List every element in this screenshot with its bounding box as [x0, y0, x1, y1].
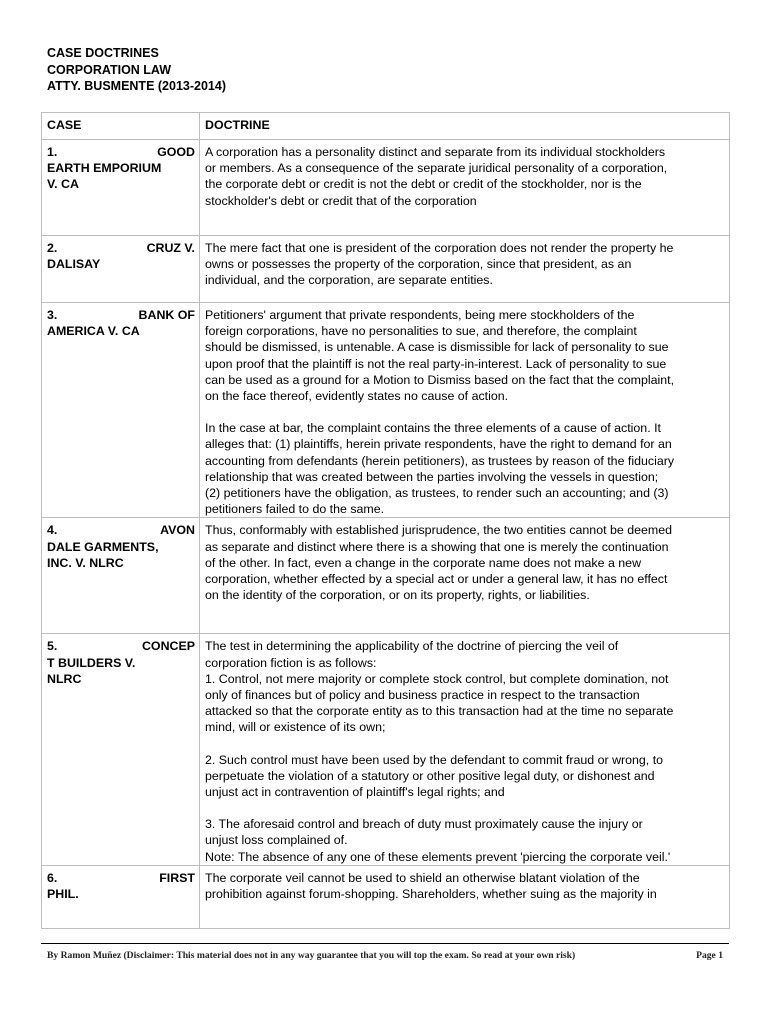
case-title-first: AVON: [160, 523, 195, 538]
doctrine-paragraph: 3. The aforesaid control and breach of duty must proximately cause the injury or unjust loss complained of. Note: The absence of any one of these elements prevent 'piercing the corporate veil.': [205, 817, 671, 864]
case-title-rest: DALISAY: [47, 257, 101, 272]
page-number: Page 1: [696, 950, 723, 961]
doctrine-paragraph: The corporate veil cannot be used to shield an otherwise blatant violation of the prohibition against forum-shopping. Shareholders, whether suing as the majority in: [205, 870, 657, 902]
doctrine-cell: [200, 634, 730, 865]
case-number: 5.: [47, 639, 58, 654]
case-title-line: [47, 870, 195, 886]
case-title-rest: EARTH EMPORIUM V. CA: [47, 161, 162, 192]
doc-author: ATTY. BUSMENTE (2013-2014): [47, 79, 226, 93]
footer-disclaimer: By Ramon Muñez (Disclaimer: This material does not in any way guarantee that you will top the exam. So read at your own risk): [47, 950, 576, 961]
doctrine-paragraph: Thus, conformably with established jurisprudence, the two entities cannot be deemed as separate and distinct where there is a showing that one is merely the continuation of the other. In fact, even a change in the corporate name does not make a new corporation, whether effected by a special act or under a general law, it has no effect on the identity of the corporation, or on its property, rights, or liabilities.: [205, 523, 672, 603]
case-title-line: [47, 240, 195, 256]
case-title-line: [47, 522, 195, 538]
case-title-first: GOOD: [157, 145, 195, 159]
table-row: [42, 303, 730, 518]
case-title-rest: PHIL.: [47, 887, 79, 902]
doc-subject: CORPORATION LAW: [47, 62, 172, 77]
table-row: [42, 518, 730, 634]
table-row: [42, 634, 730, 865]
case-name-cell: [42, 140, 200, 236]
column-header-doctrine: DOCTRINE: [200, 113, 730, 140]
case-name-cell: [42, 236, 200, 303]
case-title-first: CRUZ V.: [146, 241, 195, 255]
case-title-rest: AMERICA V. CA: [47, 324, 140, 339]
doctrines-table: [41, 112, 730, 929]
case-number: 3.: [47, 308, 58, 322]
case-number: 6.: [47, 870, 58, 885]
doctrine-cell: [200, 140, 730, 236]
column-header-case: CASE: [42, 113, 200, 140]
case-title-first: BANK OF: [138, 308, 195, 322]
doctrine-paragraph: Petitioners' argument that private respondents, being mere stockholders of the foreign corporations, have no personalities to sue, and therefore, the complaint should be dismissed, is untenable. A case is dismissible for lack of personality to sue upon proof that the plaintiff is not the real party-in-interest. Lack of personality to sue can be used as a ground for a Motion to Dismiss based on the fact that the complaint, on the face thereof, evidently states no cause of action.: [205, 308, 675, 404]
case-title-first: CONCEP: [141, 639, 195, 654]
doc-title: CASE DOCTRINES: [47, 46, 159, 60]
case-title-line: [47, 638, 195, 654]
case-number: 1.: [47, 145, 58, 159]
case-title-rest: DALE GARMENTS, INC. V. NLRC: [47, 539, 159, 570]
case-number: 2.: [47, 241, 58, 255]
table-row: [42, 140, 730, 236]
table-row: [42, 236, 730, 303]
document-header: [47, 45, 226, 95]
doctrine-cell: [200, 303, 730, 518]
case-name-cell: [42, 303, 200, 518]
doctrine-paragraph: A corporation has a personality distinct and separate from its individual stockholders or members. As a consequence of the separate juridical personality of a corporation, the corporate debt or credit is not the debt or credit of the stockholder, nor is the stockholder's debt or credit that of the corporation: [205, 145, 668, 208]
doctrine-paragraph: The test in determining the applicability of the doctrine of piercing the veil of corporation fiction is as follows: 1. Control, not mere majority or complete stock control, but complete domination, not only of finances but of policy and business practice in respect to the transaction attacked so that the corporate entity as to this transaction had at the time no separate mind, will or existence of its own;: [205, 639, 674, 735]
doctrine-paragraph: In the case at bar, the complaint contains the three elements of a cause of action. It alleges that: (1) plaintiffs, herein private respondents, have the right to demand for an accounting from defendants (herein petitioners), as trustees by reason of the fiduciary relationship that was created between the parties involving the vessels in question; (2) petitioners have the obligation, as trustees, to render such an accounting; and (3) petitioners failed to do the same.: [205, 421, 675, 517]
case-title-line: [47, 144, 195, 160]
case-title-rest: T BUILDERS V. NLRC: [47, 655, 136, 686]
table-header-row: [42, 113, 730, 140]
doctrine-cell: [200, 236, 730, 303]
doctrine-cell: [200, 518, 730, 634]
doctrine-paragraph: 2. Such control must have been used by the defendant to commit fraud or wrong, to perpetuate the violation of a statutory or other positive legal duty, or dishonest and unjust act in contravention of plaintiff's legal rights; and: [205, 752, 664, 800]
case-name-cell: [42, 865, 200, 928]
case-name-cell: [42, 634, 200, 865]
case-number: 4.: [47, 523, 58, 538]
page-footer: [41, 943, 729, 961]
case-title-line: [47, 307, 195, 323]
table-row: [42, 865, 730, 928]
doctrine-paragraph: The mere fact that one is president of the corporation does not render the property he owns or possesses the property of the corporation, since that president, as an individual, and the corporation, are separate entities.: [205, 241, 674, 288]
case-title-first: FIRST: [159, 870, 195, 885]
case-name-cell: [42, 518, 200, 634]
doctrine-cell: [200, 865, 730, 928]
